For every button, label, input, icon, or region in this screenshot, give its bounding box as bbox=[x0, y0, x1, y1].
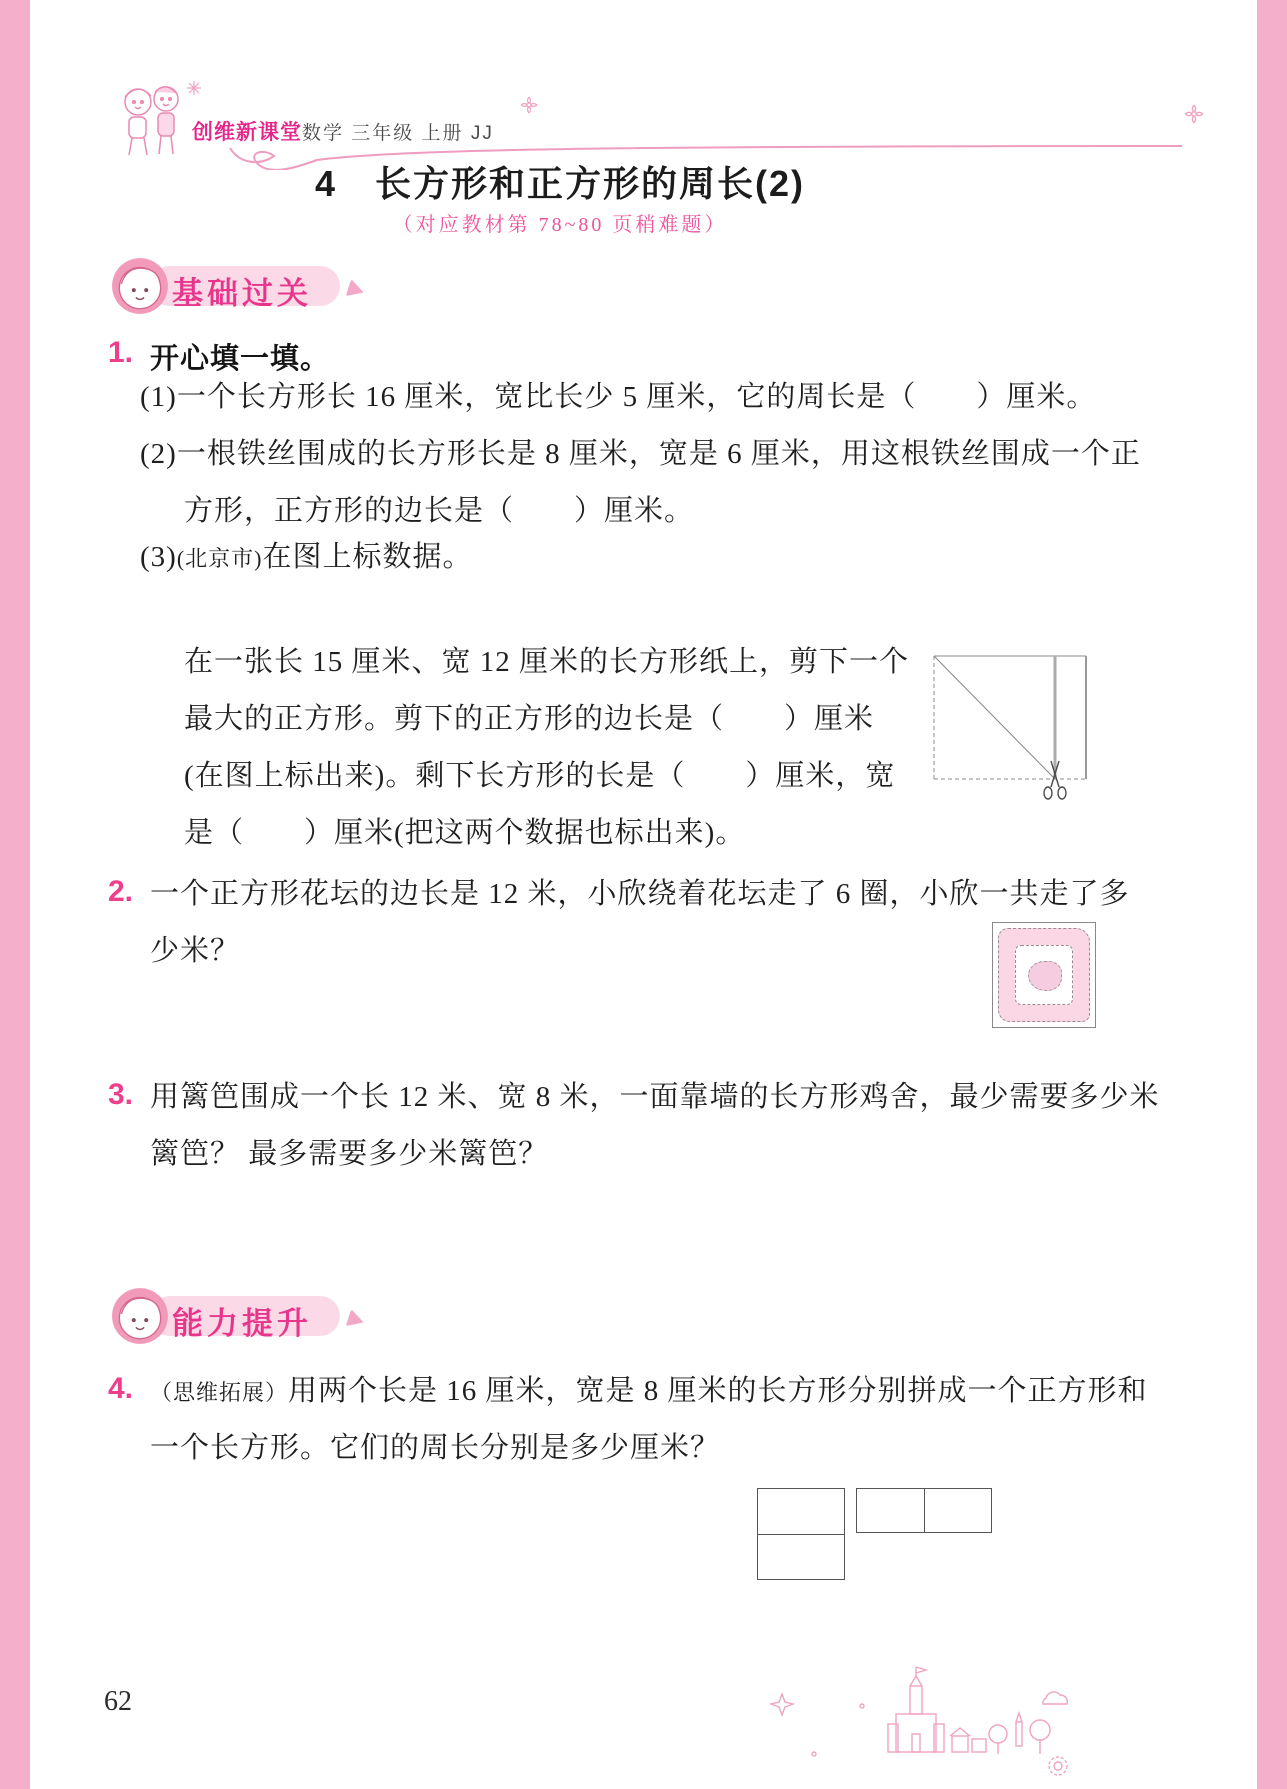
house-doodle-icon bbox=[950, 1728, 986, 1752]
brand-title: 创维新课堂 bbox=[192, 121, 302, 144]
q1-item-3-line: 最大的正方形。剪下的正方形的边长是（ ）厘米 bbox=[184, 703, 875, 735]
q1-item-3-label: (3) bbox=[140, 541, 177, 573]
page-title: 4 长方形和正方形的周长(2) bbox=[314, 163, 806, 204]
flower-bed-image bbox=[992, 922, 1096, 1028]
rectangle-figure bbox=[856, 1488, 992, 1533]
bottom-decorations bbox=[756, 1662, 1076, 1789]
q1-item-3-line: 是（ ）厘米(把这两个数据也标出来)。 bbox=[184, 817, 746, 849]
section-basic-tail bbox=[346, 279, 367, 301]
section-advanced-label: 能力提升 bbox=[172, 1306, 312, 1341]
flower-bed-center-bush bbox=[1028, 961, 1062, 991]
q2-number: 2. bbox=[108, 875, 134, 908]
q4-line-2: 一个长方形。它们的周长分别是多少厘米？ bbox=[150, 1432, 721, 1464]
q1-item-3-line: (在图上标出来)。剩下长方形的长是（ ）厘米，宽 bbox=[184, 760, 896, 792]
q1-number: 1. bbox=[108, 336, 134, 369]
sparkle-doodle-icon bbox=[186, 80, 202, 101]
q4-thinking-tag: （思维拓展） bbox=[150, 1380, 289, 1405]
cloud-doodle-icon bbox=[1043, 1692, 1067, 1704]
section-mascot-icon bbox=[110, 1286, 170, 1351]
section-advanced-tail bbox=[346, 1309, 367, 1331]
q3-line-1: 用篱笆围成一个长 12 米、宽 8 米，一面靠墙的长方形鸡舍，最少需要多少米 bbox=[150, 1081, 1160, 1113]
q1-item-3-text: 在图上标数据。 bbox=[262, 541, 473, 573]
q2-line-1: 一个正方形花坛的边长是 12 米，小欣绕着花坛走了 6 圈，小欣一共走了多 bbox=[150, 878, 1130, 910]
q1-item-3-line: 在一张长 15 厘米、宽 12 厘米的长方形纸上，剪下一个 bbox=[184, 646, 910, 678]
square-figure bbox=[757, 1488, 845, 1580]
tree-doodle-icon bbox=[989, 1720, 1050, 1754]
q4-number: 4. bbox=[108, 1372, 134, 1405]
q4-line-1-text: 用两个长是 16 厘米，宽是 8 厘米的长方形分别拼成一个正方形和 bbox=[288, 1375, 1148, 1407]
course-label: 数学 三年级 上册 JJ bbox=[302, 123, 494, 144]
flower-doodle-icon bbox=[1049, 1757, 1067, 1775]
section-basic-label: 基础过关 bbox=[172, 276, 312, 311]
q1-item-2-line-2: 方形，正方形的边长是（ ）厘米。 bbox=[184, 495, 695, 527]
q1-item-1: (1)一个长方形长 16 厘米，宽比长少 5 厘米，它的周长是（ ）厘米。 bbox=[140, 381, 1097, 413]
q3-line-2: 篱笆？ 最多需要多少米篱笆？ bbox=[150, 1138, 549, 1170]
q1-stem: 开心填一填。 bbox=[150, 343, 331, 375]
q3-number: 3. bbox=[108, 1078, 134, 1111]
q1-item-3-source-tag: (北京市) bbox=[176, 546, 263, 571]
paper-cut-diagram bbox=[933, 655, 1089, 812]
square-figure-divider bbox=[758, 1534, 844, 1535]
q2-line-2: 少米？ bbox=[150, 935, 241, 967]
q4-line-1 bbox=[150, 1374, 1148, 1409]
castle-doodle-icon bbox=[888, 1667, 944, 1752]
left-edge-band bbox=[0, 0, 30, 1789]
right-edge-band bbox=[1257, 0, 1287, 1789]
page-number: 62 bbox=[104, 1686, 132, 1717]
rectangle-figure-divider bbox=[924, 1489, 925, 1532]
pencil-doodle-icon bbox=[1016, 1713, 1022, 1746]
page-subtitle: （对应教材第 78~80 页稍难题） bbox=[392, 214, 728, 236]
q1-item-2-line-1: (2)一根铁丝围成的长方形长是 8 厘米，宽是 6 厘米，用这根铁丝围成一个正 bbox=[140, 438, 1141, 470]
q1-item-3 bbox=[140, 540, 473, 575]
sparkle-doodle-icon bbox=[771, 1694, 793, 1715]
flower-doodle-icon bbox=[1184, 104, 1204, 129]
flower-doodle-icon bbox=[520, 96, 538, 119]
section-mascot-icon bbox=[110, 256, 170, 321]
